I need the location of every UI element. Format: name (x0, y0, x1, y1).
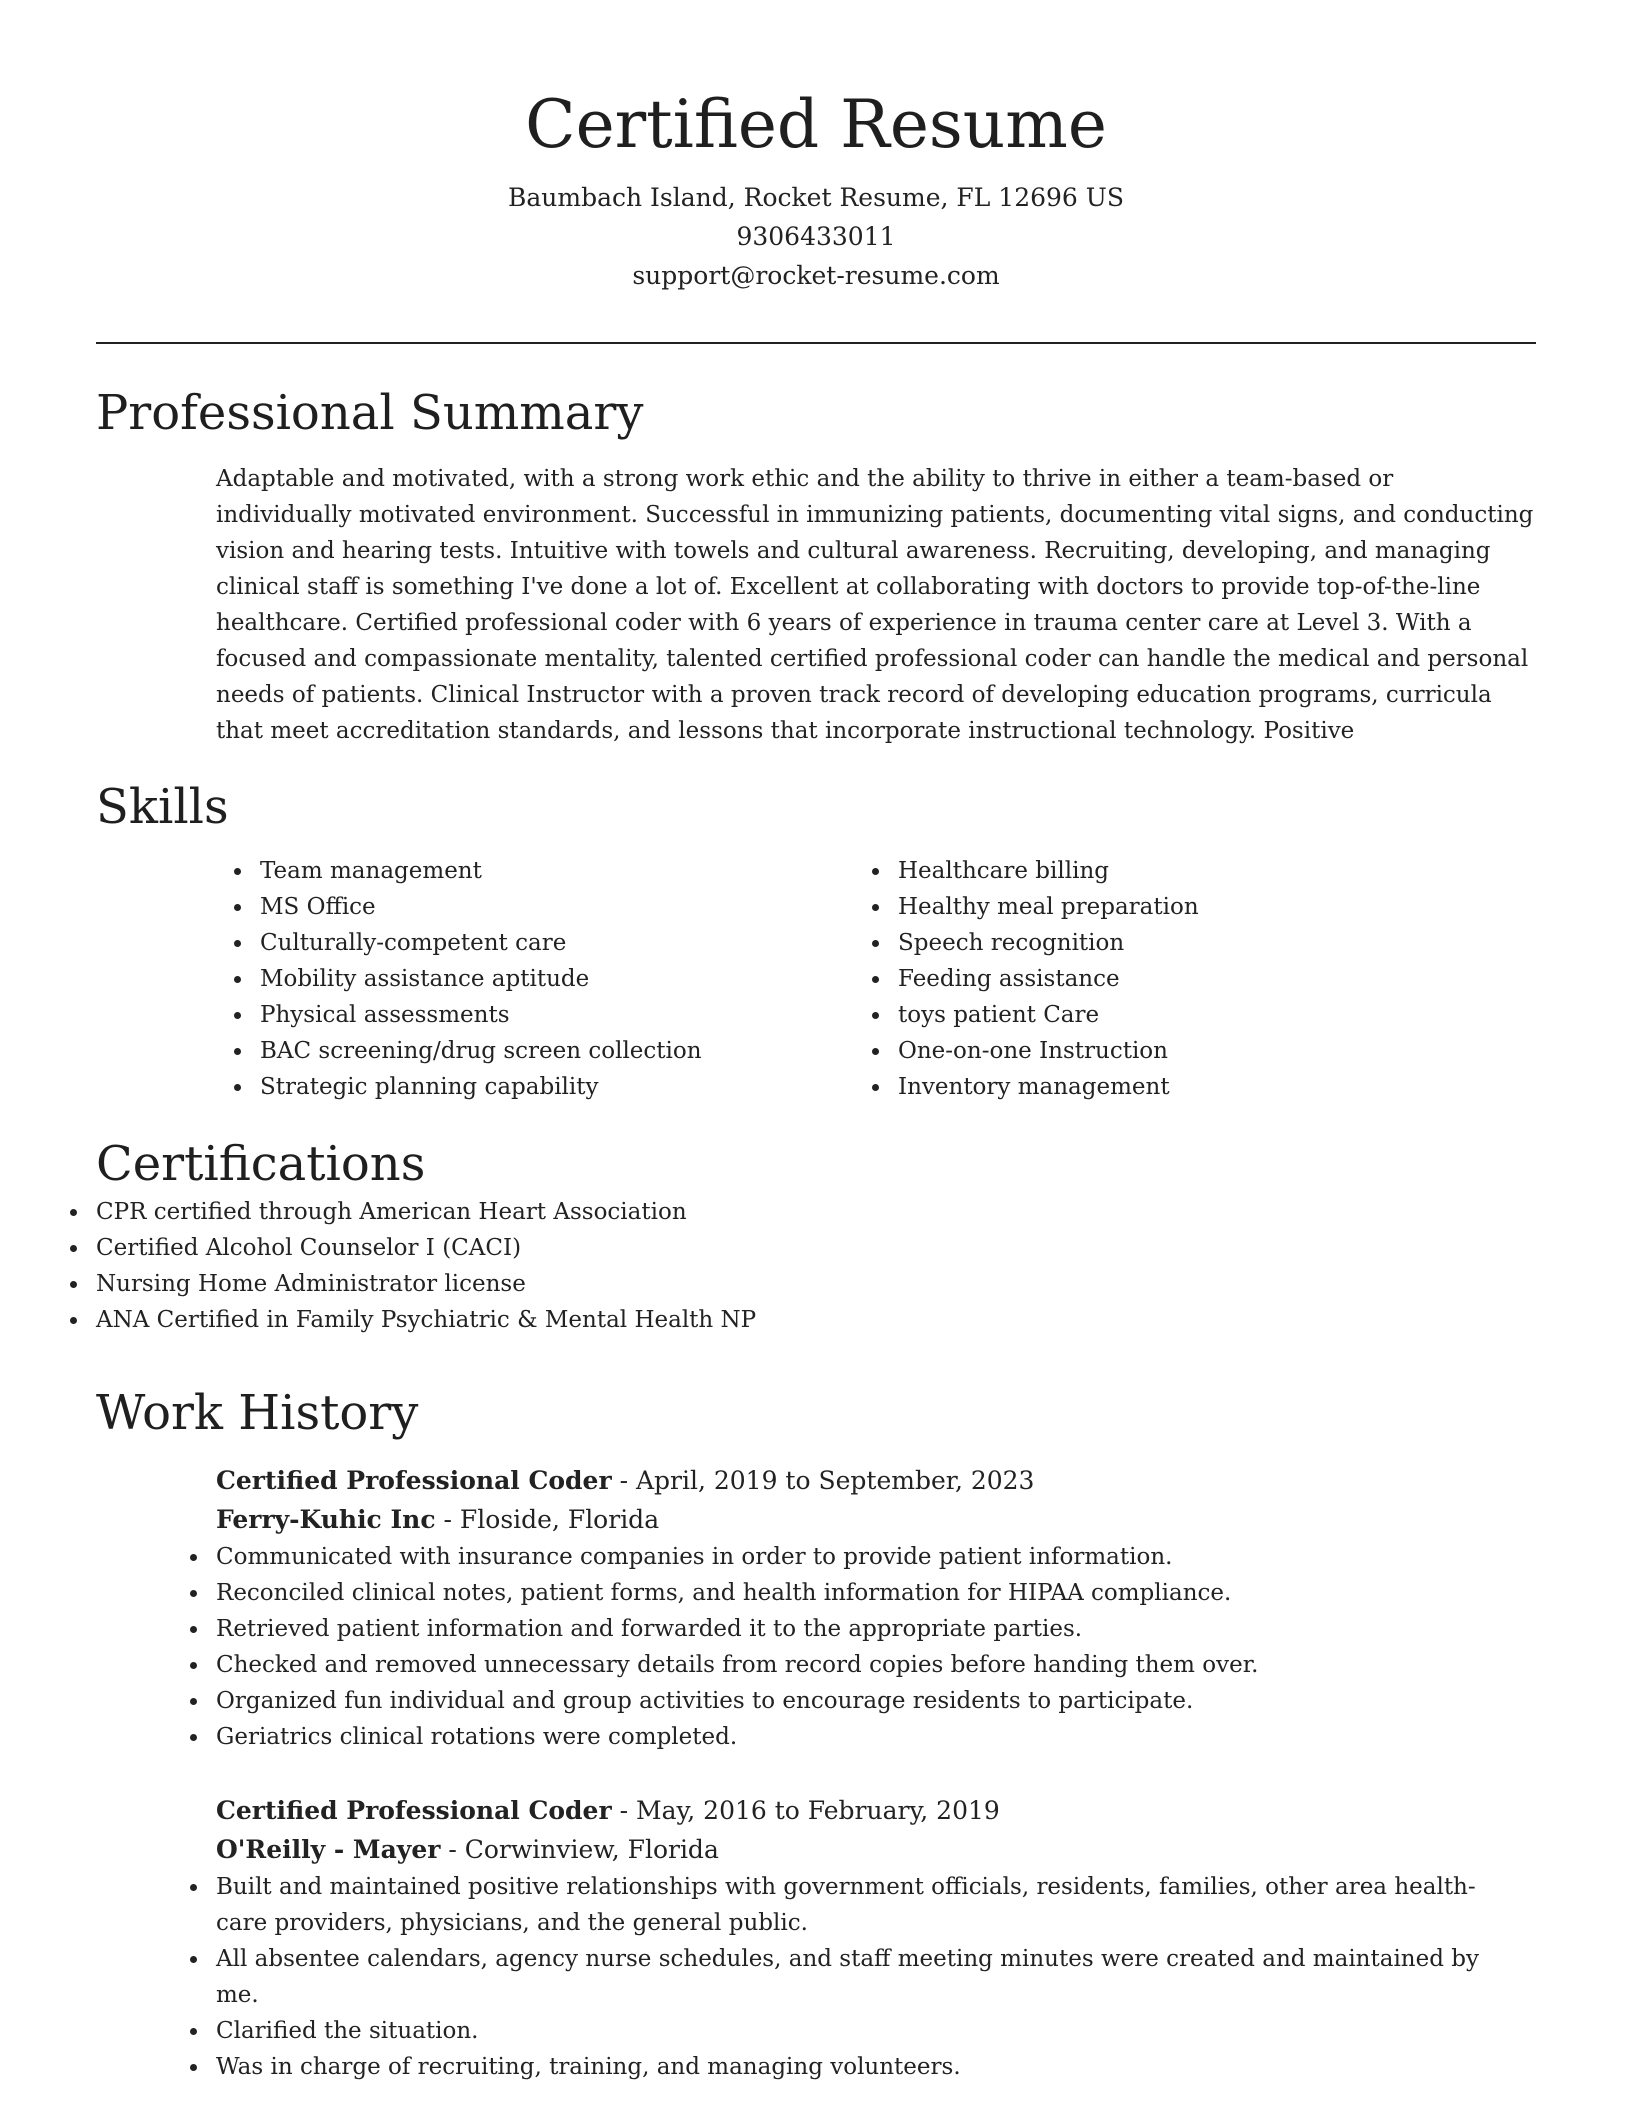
email-address: support@rocket-resume.com (632, 261, 1000, 290)
certification-item: Nursing Home Administrator license (96, 1266, 1536, 1302)
skill-item: Speech recognition (898, 925, 1536, 961)
certifications-heading: Certifications (96, 1136, 426, 1192)
skill-item: Healthcare billing (898, 853, 1536, 889)
skill-item: toys patient Care (898, 997, 1536, 1033)
skill-item: Healthy meal preparation (898, 889, 1536, 925)
job-company-line (216, 1500, 1536, 1539)
job-duty-item: Clarified the situation. (216, 2013, 1492, 2049)
job-entry (216, 1461, 1536, 1755)
job-location: - Floside, Florida (435, 1505, 660, 1534)
job-duty-item: Geriatrics clinical rotations were completed. (216, 1719, 1492, 1755)
skill-item: Strategic planning capability (260, 1069, 898, 1105)
work-history-heading: Work History (96, 1385, 419, 1441)
job-duty-item: All absentee calendars, agency nurse schedules, and staff meeting minutes were created and maintained by me. (216, 1941, 1492, 2013)
skills-column-left (260, 853, 898, 1105)
skill-item: Team management (260, 853, 898, 889)
summary-heading: Professional Summary (96, 385, 644, 441)
job-duty-item: Checked and removed unnecessary details from record copies before handing them over. (216, 1647, 1492, 1683)
job-company-line (216, 1830, 1536, 1869)
phone-number: 9306433011 (736, 222, 896, 251)
job-duties-list (216, 1869, 1536, 2085)
work-history-section (96, 1383, 1536, 2085)
skill-item: Culturally-competent care (260, 925, 898, 961)
skills-column-right (898, 853, 1536, 1105)
header-divider (96, 342, 1536, 344)
job-duty-item: Organized fun individual and group activities to encourage residents to participate. (216, 1683, 1492, 1719)
job-role: Certified Professional Coder (216, 1796, 612, 1825)
job-role: Certified Professional Coder (216, 1466, 612, 1495)
job-duty-item: Retrieved patient information and forwarded it to the appropriate parties. (216, 1611, 1492, 1647)
skill-item: BAC screening/drug screen collection (260, 1033, 898, 1069)
certifications-section (96, 1134, 1536, 1338)
summary-section (96, 383, 1536, 749)
job-duty-item: Reconciled clinical notes, patient forms, and health information for HIPAA compliance. (216, 1575, 1492, 1611)
address: Baumbach Island, Rocket Resume, FL 12696 US (508, 183, 1124, 212)
summary-text: Adaptable and motivated, with a strong work ethic and the ability to thrive in either a team-based or individually motivated environment. Successful in immunizing patients, documenting vital signs, and conducting vision and hearing tests. Intuitive with towels and cultural awareness. Recruiting, developing, and managing clinical staff is something I've done a lot of. Excellent at collaborating with doctors to provide top-of-the-line healthcare. Certified professional coder with 6 years of experience in trauma center care at Level 3. With a focused and compassionate mentality, talented certified professional coder can handle the medical and personal needs of patients. Clinical Instructor with a proven track record of developing education programs, curricula that meet accreditation standards, and lessons that incorporate instructional technology. Positive (216, 466, 1534, 744)
candidate-name: Certified Resume (525, 86, 1107, 163)
job-duty-item: Built and maintained positive relationships with government officials, residents, families, other area health-care providers, physicians, and the general public. (216, 1869, 1492, 1941)
certification-item: ANA Certified in Family Psychiatric & Mental Health NP (96, 1302, 1536, 1338)
skill-item: Feeding assistance (898, 961, 1536, 997)
skills-heading: Skills (96, 779, 229, 835)
job-company: Ferry-Kuhic Inc (216, 1505, 436, 1534)
skills-grid (260, 853, 1536, 1105)
certifications-list (96, 1194, 1536, 1338)
job-duty-item: Communicated with insurance companies in order to provide patient information. (216, 1539, 1492, 1575)
certification-item: CPR certified through American Heart Association (96, 1194, 1536, 1230)
skill-item: Mobility assistance aptitude (260, 961, 898, 997)
job-duties-list (216, 1539, 1536, 1755)
job-entry (216, 1791, 1536, 2085)
resume-header (0, 82, 1632, 295)
certification-item: Certified Alcohol Counselor I (CACI) (96, 1230, 1536, 1266)
job-title-line (216, 1461, 1536, 1500)
contact-info (0, 178, 1632, 295)
skills-section (96, 777, 1536, 1105)
skill-item: MS Office (260, 889, 898, 925)
job-dates: - April, 2019 to September, 2023 (611, 1466, 1035, 1495)
job-location: - Corwinview, Florida (440, 1835, 719, 1864)
skill-item: One-on-one Instruction (898, 1033, 1536, 1069)
job-company: O'Reilly - Mayer (216, 1835, 441, 1864)
job-duty-item: Was in charge of recruiting, training, and managing volunteers. (216, 2049, 1492, 2085)
skill-item: Physical assessments (260, 997, 898, 1033)
skill-item: Inventory management (898, 1069, 1536, 1105)
job-title-line (216, 1791, 1536, 1830)
job-dates: - May, 2016 to February, 2019 (611, 1796, 1000, 1825)
